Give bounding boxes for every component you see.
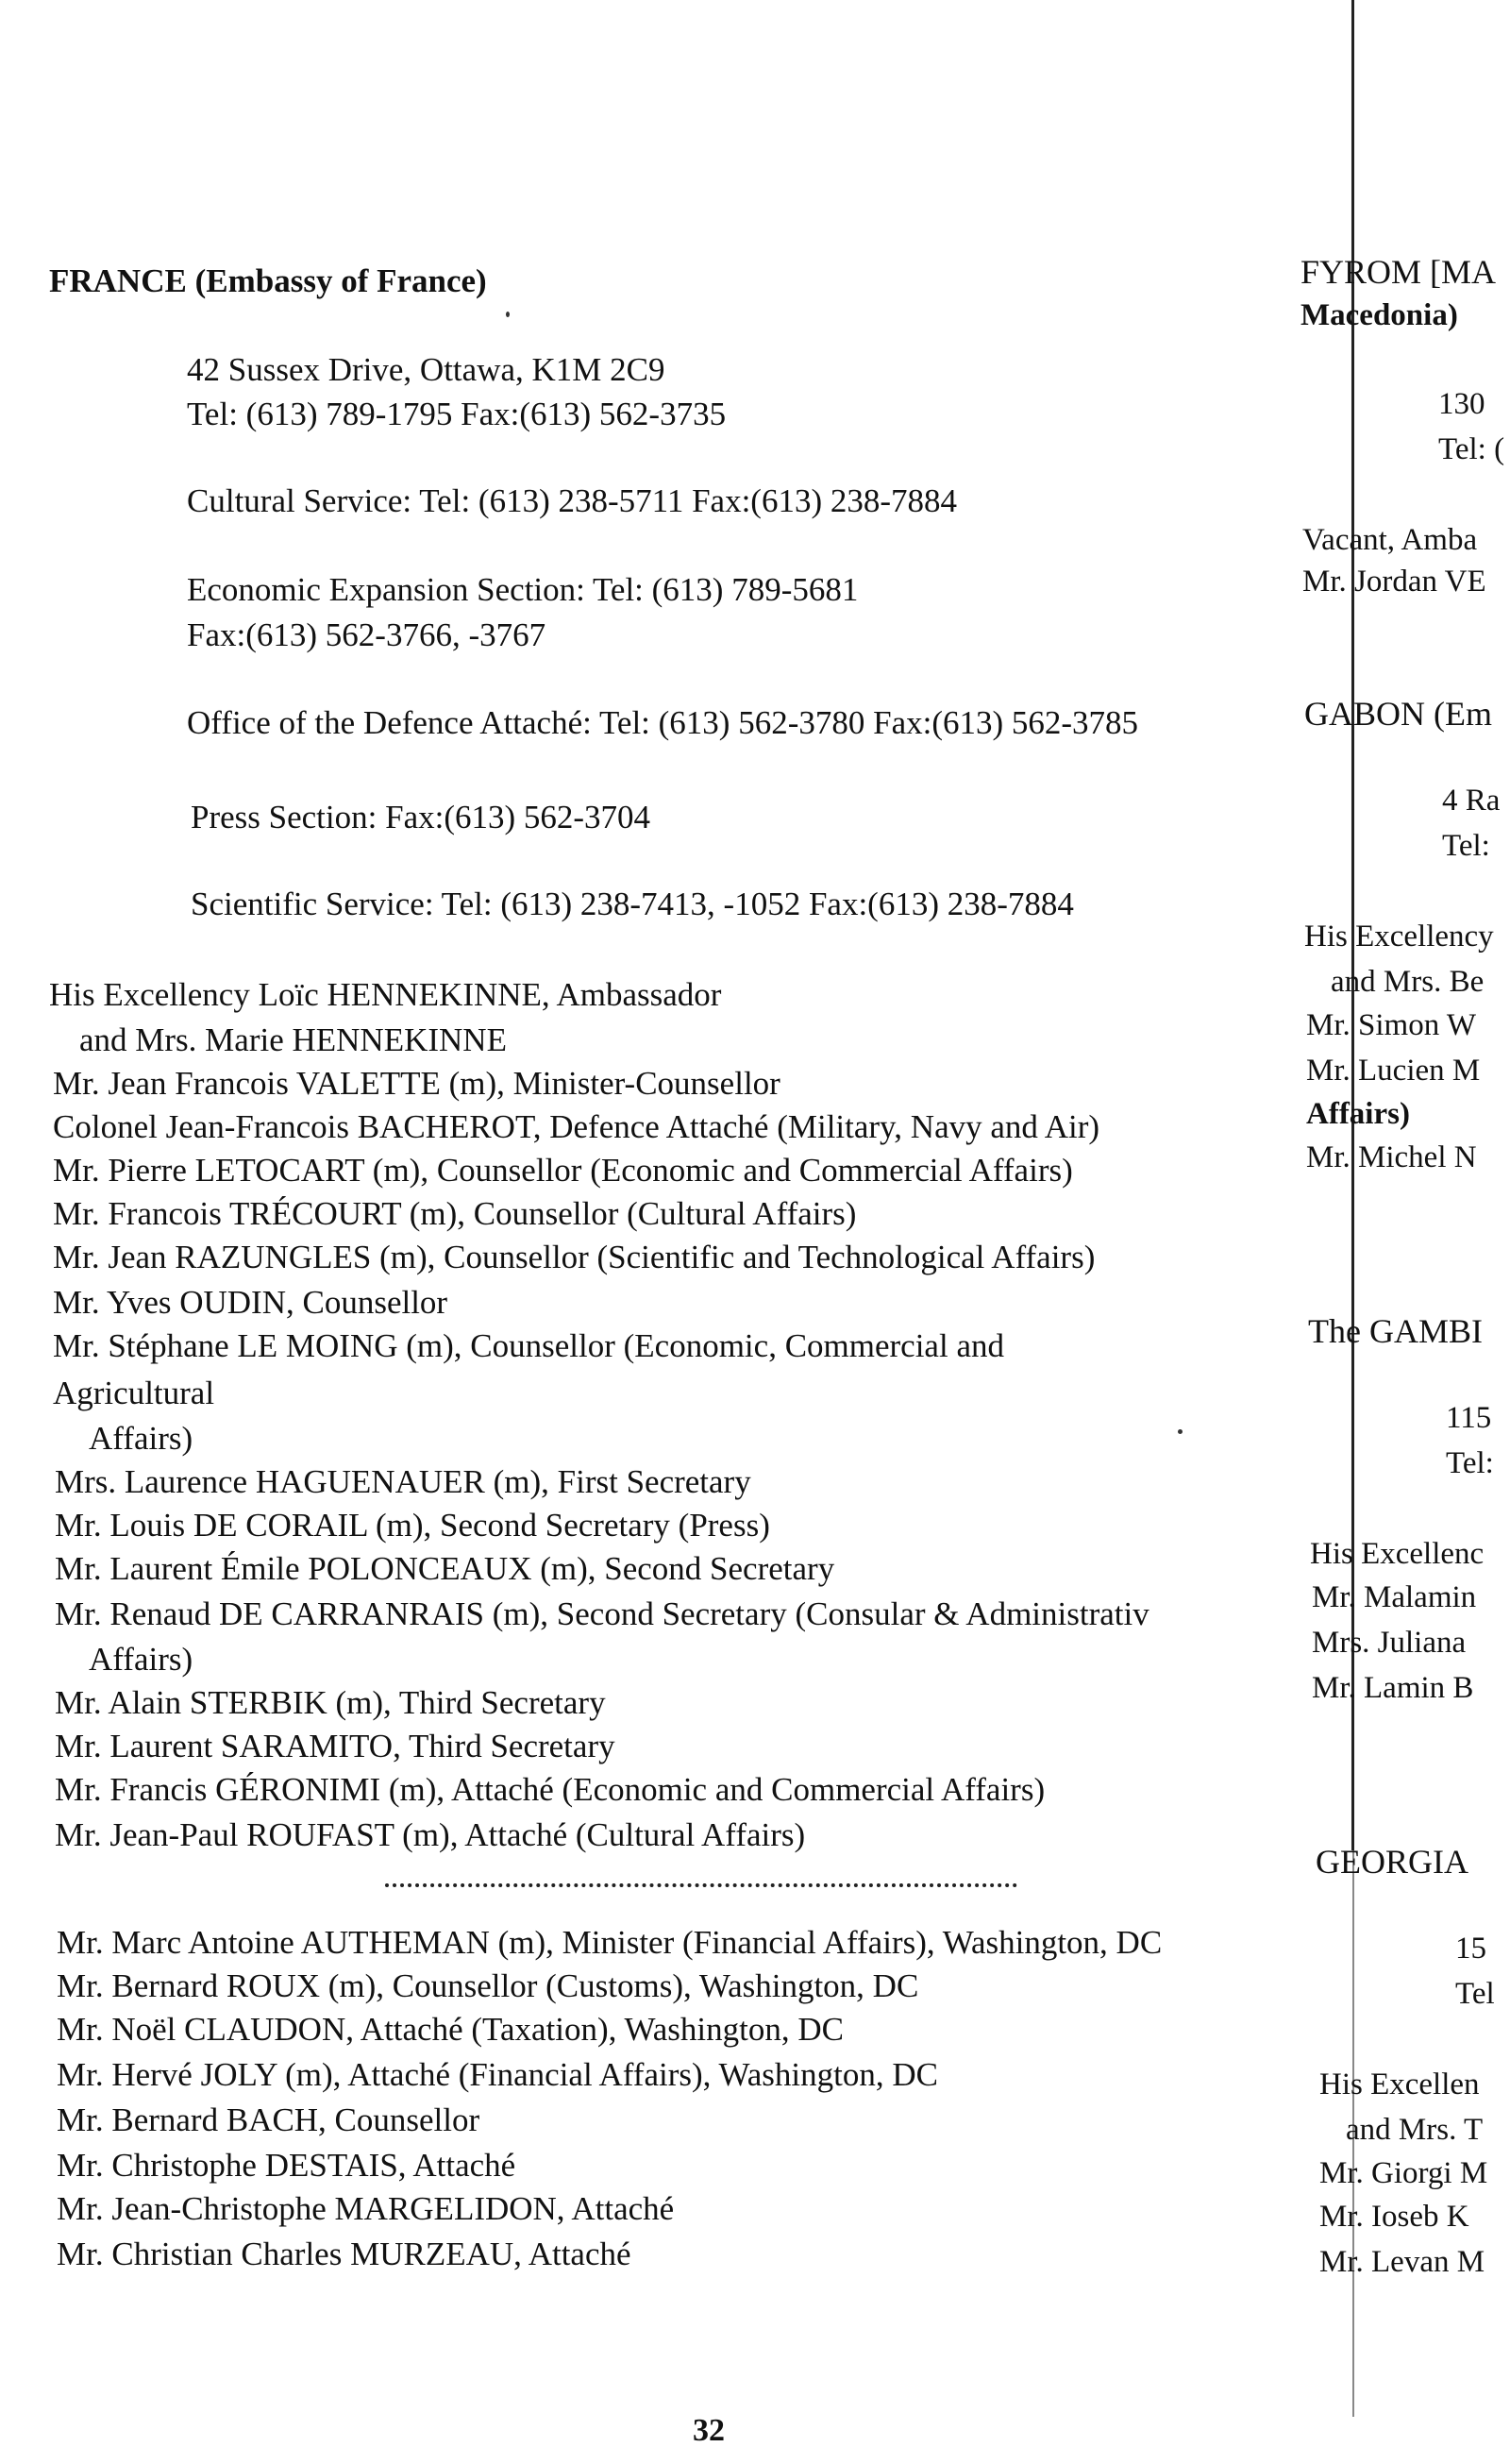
washington-line: Mr. Christophe DESTAIS, Attaché	[57, 2147, 516, 2184]
page-number: 32	[693, 2413, 725, 2448]
staff-line: Mr. Laurent Émile POLONCEAUX (m), Second Secretary	[55, 1550, 835, 1587]
staff-line: Affairs)	[89, 1641, 193, 1678]
fragment-line: Macedonia)	[1300, 298, 1458, 332]
entry-title: FRANCE (Embassy of France)	[49, 262, 487, 299]
staff-line: Colonel Jean-Francois BACHEROT, Defence Attaché (Military, Navy and Air)	[53, 1108, 1100, 1145]
fragment-line: His Excellency	[1304, 920, 1494, 954]
staff-line: His Excellency Loïc HENNEKINNE, Ambassador	[49, 976, 722, 1013]
fragment-line: FYROM [MA	[1300, 253, 1497, 291]
staff-line: and Mrs. Marie HENNEKINNE	[79, 1021, 507, 1058]
fragment-line: Mr. Ioseb K	[1319, 2200, 1469, 2234]
staff-line: Mr. Yves OUDIN, Counsellor	[53, 1284, 448, 1321]
staff-line: Mr. Stéphane LE MOING (m), Counsellor (Economic, Commercial and	[53, 1327, 1004, 1364]
fragment-line: and Mrs. T	[1346, 2113, 1484, 2147]
press-section: Press Section: Fax:(613) 562-3704	[191, 799, 651, 835]
washington-line: Mr. Marc Antoine AUTHEMAN (m), Minister (Financial Affairs), Washington, DC	[57, 1924, 1163, 1961]
fragment-line: Tel:	[1442, 829, 1490, 863]
staff-line: Mr. Francois TRÉCOURT (m), Counsellor (Cultural Affairs)	[53, 1195, 857, 1232]
washington-line: Mr. Noël CLAUDON, Attaché (Taxation), Washington, DC	[57, 2011, 844, 2048]
fragment-line: 15	[1455, 1932, 1486, 1966]
staff-line: Mr. Jean-Paul ROUFAST (m), Attaché (Cultural Affairs)	[55, 1816, 806, 1853]
staff-line: Agricultural	[53, 1375, 215, 1411]
staff-line: Mr. Laurent SARAMITO, Third Secretary	[55, 1728, 615, 1764]
fragment-line: Vacant, Amba	[1302, 523, 1478, 557]
fragment-line: The GAMBI	[1308, 1312, 1483, 1350]
fragment-line: Mr. Giorgi M	[1319, 2156, 1488, 2190]
fragment-line: 4 Ra	[1442, 784, 1501, 818]
fragment-line: Tel:	[1446, 1446, 1494, 1480]
fragment-line: GABON (Em	[1304, 695, 1492, 733]
scan-speck	[1178, 1429, 1183, 1434]
scientific-service: Scientific Service: Tel: (613) 238-7413, -1052 Fax:(613) 238-7884	[191, 886, 1074, 922]
fragment-line: Mr. Malamin	[1312, 1580, 1477, 1614]
washington-line: Mr. Jean-Christophe MARGELIDON, Attaché	[57, 2190, 675, 2227]
fragment-line: and Mrs. Be	[1331, 965, 1485, 999]
fragment-line: Mr. Simon W	[1306, 1008, 1477, 1042]
fragment-line: His Excellenc	[1310, 1537, 1485, 1571]
staff-line: Mr. Alain STERBIK (m), Third Secretary	[55, 1684, 606, 1721]
washington-line: Mr. Bernard ROUX (m), Counsellor (Customs), Washington, DC	[57, 1967, 919, 2004]
address: 42 Sussex Drive, Ottawa, K1M 2C9	[187, 351, 665, 388]
fragment-line: Mr. Michel N	[1306, 1140, 1477, 1174]
staff-line: Mr. Louis DE CORAIL (m), Second Secretary (Press)	[55, 1507, 770, 1544]
fragment-line: Mr. Lamin B	[1312, 1671, 1474, 1705]
staff-line: Mr. Jean Francois VALETTE (m), Minister-Counsellor	[53, 1065, 780, 1102]
fragment-line: Tel	[1455, 1977, 1495, 2011]
economic-section-tel: Economic Expansion Section: Tel: (613) 789-5681	[187, 571, 859, 608]
fragment-line: 130	[1438, 387, 1485, 421]
fragment-line: Mrs. Juliana	[1312, 1626, 1467, 1660]
washington-line: Mr. Hervé JOLY (m), Attaché (Financial Affairs), Washington, DC	[57, 2056, 938, 2093]
fragment-line: Mr. Levan M	[1319, 2245, 1485, 2279]
fragment-line: Mr. Lucien M	[1306, 1054, 1481, 1088]
defence-attache-office: Office of the Defence Attaché: Tel: (613) 562-3780 Fax:(613) 562-3785	[187, 704, 1139, 741]
staff-line: Mr. Francis GÉRONIMI (m), Attaché (Economic and Commercial Affairs)	[55, 1771, 1046, 1808]
economic-section-fax: Fax:(613) 562-3766, -3767	[187, 616, 546, 653]
staff-line: Mr. Renaud DE CARRANRAIS (m), Second Secretary (Consular & Administrativ	[55, 1595, 1149, 1632]
staff-line: Mrs. Laurence HAGUENAUER (m), First Secretary	[55, 1463, 751, 1500]
washington-line: Mr. Bernard BACH, Counsellor	[57, 2101, 480, 2138]
staff-line: Mr. Pierre LETOCART (m), Counsellor (Economic and Commercial Affairs)	[53, 1152, 1073, 1189]
washington-line: Mr. Christian Charles MURZEAU, Attaché	[57, 2236, 631, 2272]
fragment-line: His Excellen	[1319, 2067, 1480, 2101]
staff-line: Affairs)	[89, 1420, 193, 1457]
fragment-line: Mr. Jordan VE	[1302, 565, 1486, 599]
fragment-line: 115	[1446, 1401, 1492, 1435]
cultural-service: Cultural Service: Tel: (613) 238-5711 Fax:(613) 238-7884	[187, 482, 958, 519]
fragment-line: Affairs)	[1306, 1097, 1410, 1131]
scan-speck	[506, 312, 510, 317]
main-tel-fax: Tel: (613) 789-1795 Fax:(613) 562-3735	[187, 396, 727, 432]
staff-line: Mr. Jean RAZUNGLES (m), Counsellor (Scientific and Technological Affairs)	[53, 1239, 1096, 1275]
fragment-line: Tel: (	[1438, 432, 1505, 466]
fragment-line: GEORGIA	[1316, 1843, 1468, 1881]
